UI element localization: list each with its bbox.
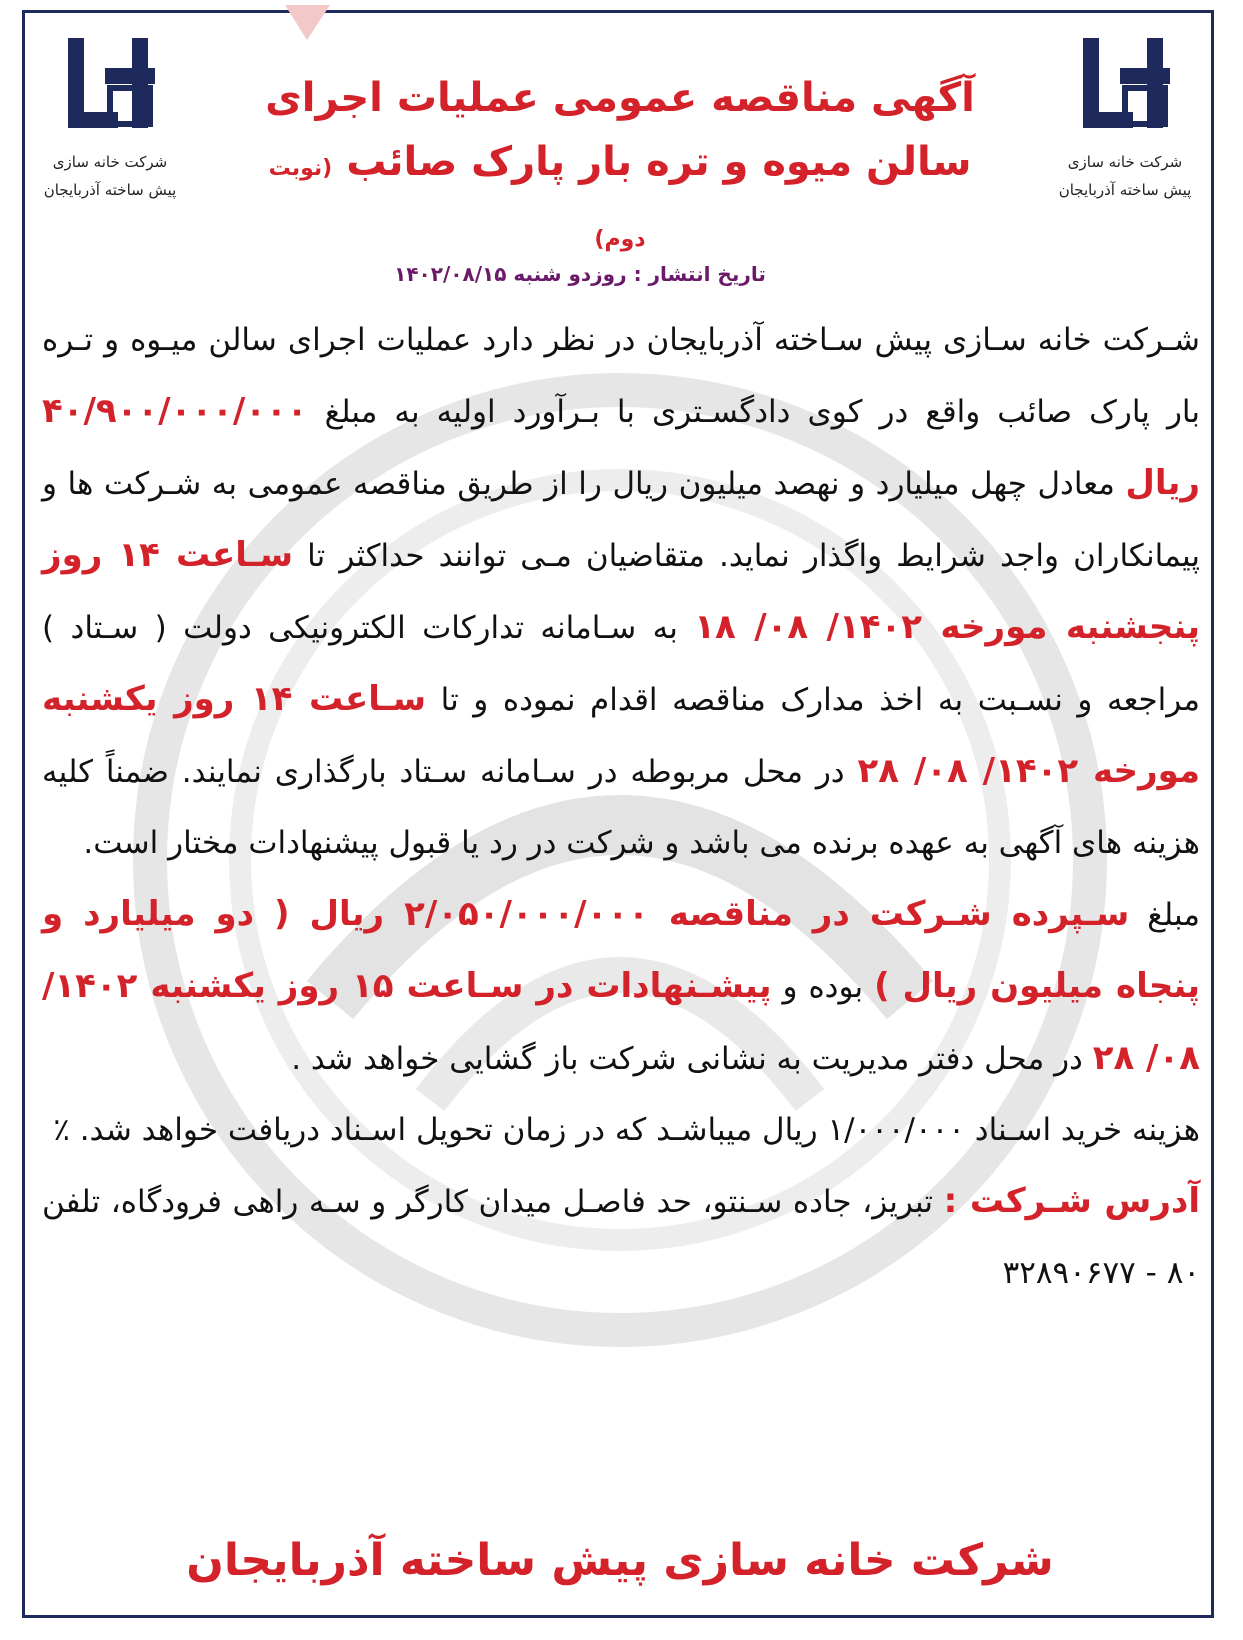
p2-text-b: بوده و: [782, 969, 864, 1005]
paragraph-3: هزینه خرید اسـناد ۱/۰۰۰/۰۰۰ ریال میباشـد که در زمان تحویل اسـناد دریافت خواهد شد. ٪: [53, 1112, 1200, 1148]
p2-text-c: در محل دفتر مدیریت به نشانی شرکت باز گشایی خواهد شد .: [291, 1041, 1083, 1077]
p1-text-c: به سـامانه تدارکات الکترونیکی دولت ( سـتاد ) مراجعه و نسـبت به اخذ مدارک مناقصه اقدام نموده و تا: [42, 610, 1201, 718]
title-round: (نوبت دوم): [268, 156, 646, 252]
title-line1: آگهی مناقصه عمومی عملیات اجرای: [265, 75, 975, 121]
logo-caption-line1: شرکت خانه سازی: [1067, 153, 1183, 171]
footer-company-name: شرکت خانه سازی پیش ساخته آذربایجان: [186, 1535, 1054, 1586]
estimate-amount: ۴۰/۹۰۰/۰۰۰/۰۰۰ ریال: [42, 391, 1200, 503]
opening-time: پیشـنهادات در سـاعت ۱۵ روز یکشنبه ۱۴۰۲/ ۰۸/ ۲۸: [42, 966, 1200, 1078]
logo-caption-line2: پیش ساخته آذربایجان: [1058, 181, 1192, 199]
company-logo-right: [1050, 28, 1200, 204]
p1-text-d: در محل مربوطه در سـامانه سـتاد بارگذاری نمایند. ضمناً کلیه هزینه های آگهی به عهده برنده می باشد و شرکت در رد یا قبول پیشنهادات مختار است.: [42, 754, 1200, 861]
company-logo-icon: [50, 28, 170, 148]
title-line2-text: سالن میوه و تره بار پارک صائب: [346, 139, 972, 185]
p1-intro: شـرکت خانه سـازی پیش سـاخته آذربایجان در نظر دارد عملیات اجرای سالن میـوه و تـره بار پارک صائب واقع در کوی دادگسـتری با بـرآورد اولیه به مبلغ: [42, 322, 1201, 430]
address-label: آدرس شـرکت :: [943, 1181, 1200, 1221]
p2-text-a: مبلغ: [1147, 897, 1200, 933]
logo-caption-line1: شرکت خانه سازی: [52, 153, 168, 171]
company-logo-left: [35, 28, 185, 204]
notice-title: [250, 66, 990, 272]
notice-body: [42, 305, 1200, 1309]
paragraph-1: [42, 305, 1200, 879]
paragraph-2: [42, 879, 1200, 1095]
title-line2: [250, 130, 990, 272]
publication-date: تاریخ انتشار : روزدو شنبه ۱۴۰۲/۰۸/۱۵: [394, 262, 766, 286]
deposit-amount: سـپرده شـرکت در مناقصه ۲/۰۵۰/۰۰۰/۰۰۰ ریال ( دو میلیارد و پنجاه میلیون ریال ): [42, 894, 1201, 1006]
address-paragraph: [42, 1166, 1200, 1309]
logo-caption-line2: پیش ساخته آذربایجان: [43, 181, 177, 199]
address-text: تبریز، جاده سـنتو، حد فاصـل میدان کارگر و سـه راهی فرودگاه، تلفن ۸۰ - ۳۲۸۹۰۶۷۷: [42, 1184, 1200, 1291]
deadline-submission: سـاعت ۱۴ روز یکشنبه مورخه ۱۴۰۲/ ۰۸/ ۲۸: [42, 679, 1201, 791]
company-logo-icon: [1065, 28, 1185, 148]
deadline-documents: سـاعت ۱۴ روز پنجشنبه مورخه ۱۴۰۲/ ۰۸/ ۱۸: [42, 535, 1200, 647]
p1-text-b: معادل چهل میلیارد و نهصد میلیون ریال را از طریق مناقصه عمومی به شـرکت ها و پیمانکاران واجد شرایط واگذار نماید. متقاضیان مـی توانند حداکثر تا: [42, 466, 1201, 574]
